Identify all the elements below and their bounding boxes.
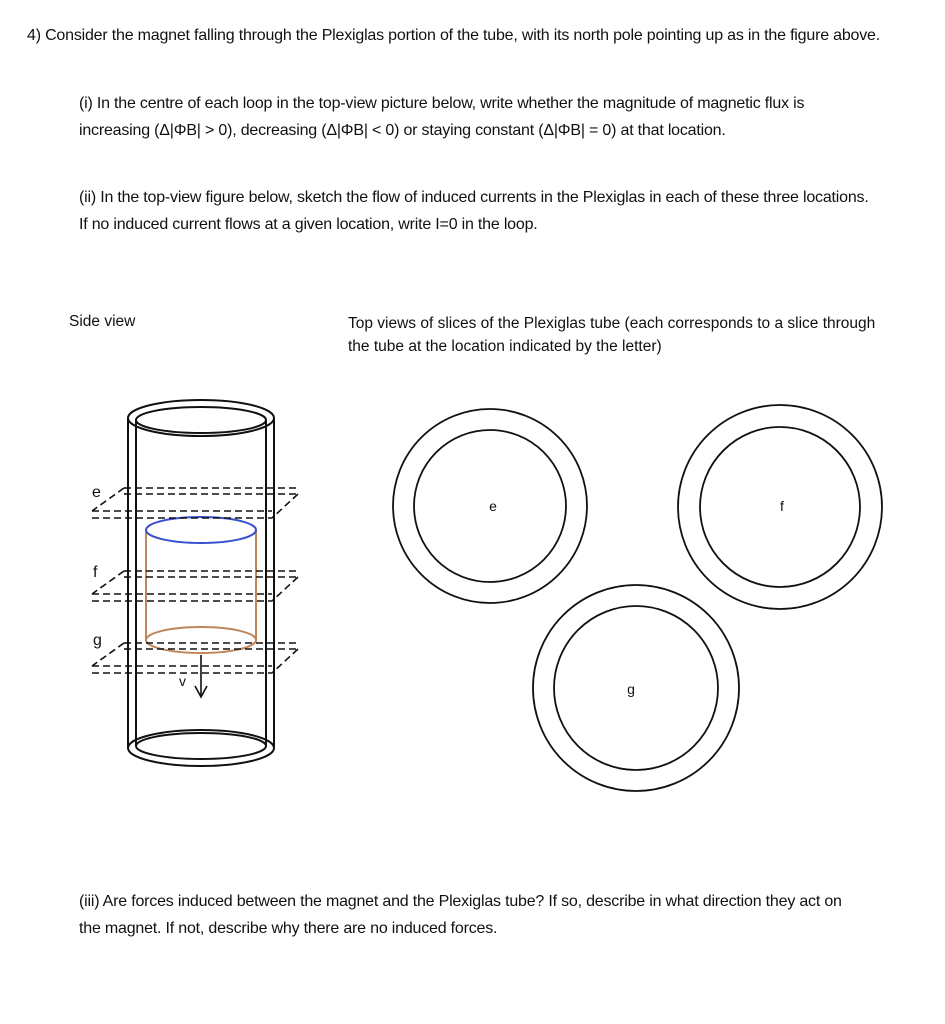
side-view-tube [128,400,274,766]
top-label-e: e [489,498,497,514]
magnet [146,517,256,653]
velocity-label: v [179,673,186,689]
side-view-label: Side view [69,313,136,330]
top-view-label: Top views of slices of the Plexiglas tube (each corresponds to a slice through the tube at the location indicated by the letter) [348,315,876,355]
slice-plane-g [92,643,298,673]
slice-plane-e [92,488,298,518]
question-intro: 4) Consider the magnet falling through the Plexiglas portion of the tube, with its north pole pointing up as in the figure above. [27,27,880,44]
top-label-g: g [627,681,635,697]
velocity-arrow [195,655,207,697]
side-label-f: f [93,564,98,581]
side-label-g: g [93,632,102,649]
question-part-iii: (iii) Are forces induced between the magnet and the Plexiglas tube? If so, describe in what direction they act on the magnet. If not, describe why there are no induced forces. [79,893,842,937]
slice-plane-f [92,571,298,601]
side-label-e: e [92,484,101,501]
question-part-i: (i) In the centre of each loop in the top-view picture below, write whether the magnitude of magnetic flux is increasing (Δ|ΦB| > 0), decreasing (Δ|ΦB| < 0) or staying constant (Δ|ΦB| = 0) at that location. [79,95,805,139]
question-part-ii: (ii) In the top-view figure below, sketch the flow of induced currents in the Plexiglas in each of these three locations. If no induced current flows at a given location, write I=0 in the loop. [79,189,869,233]
top-label-f: f [780,498,784,514]
top-view-slice-g [533,585,739,791]
